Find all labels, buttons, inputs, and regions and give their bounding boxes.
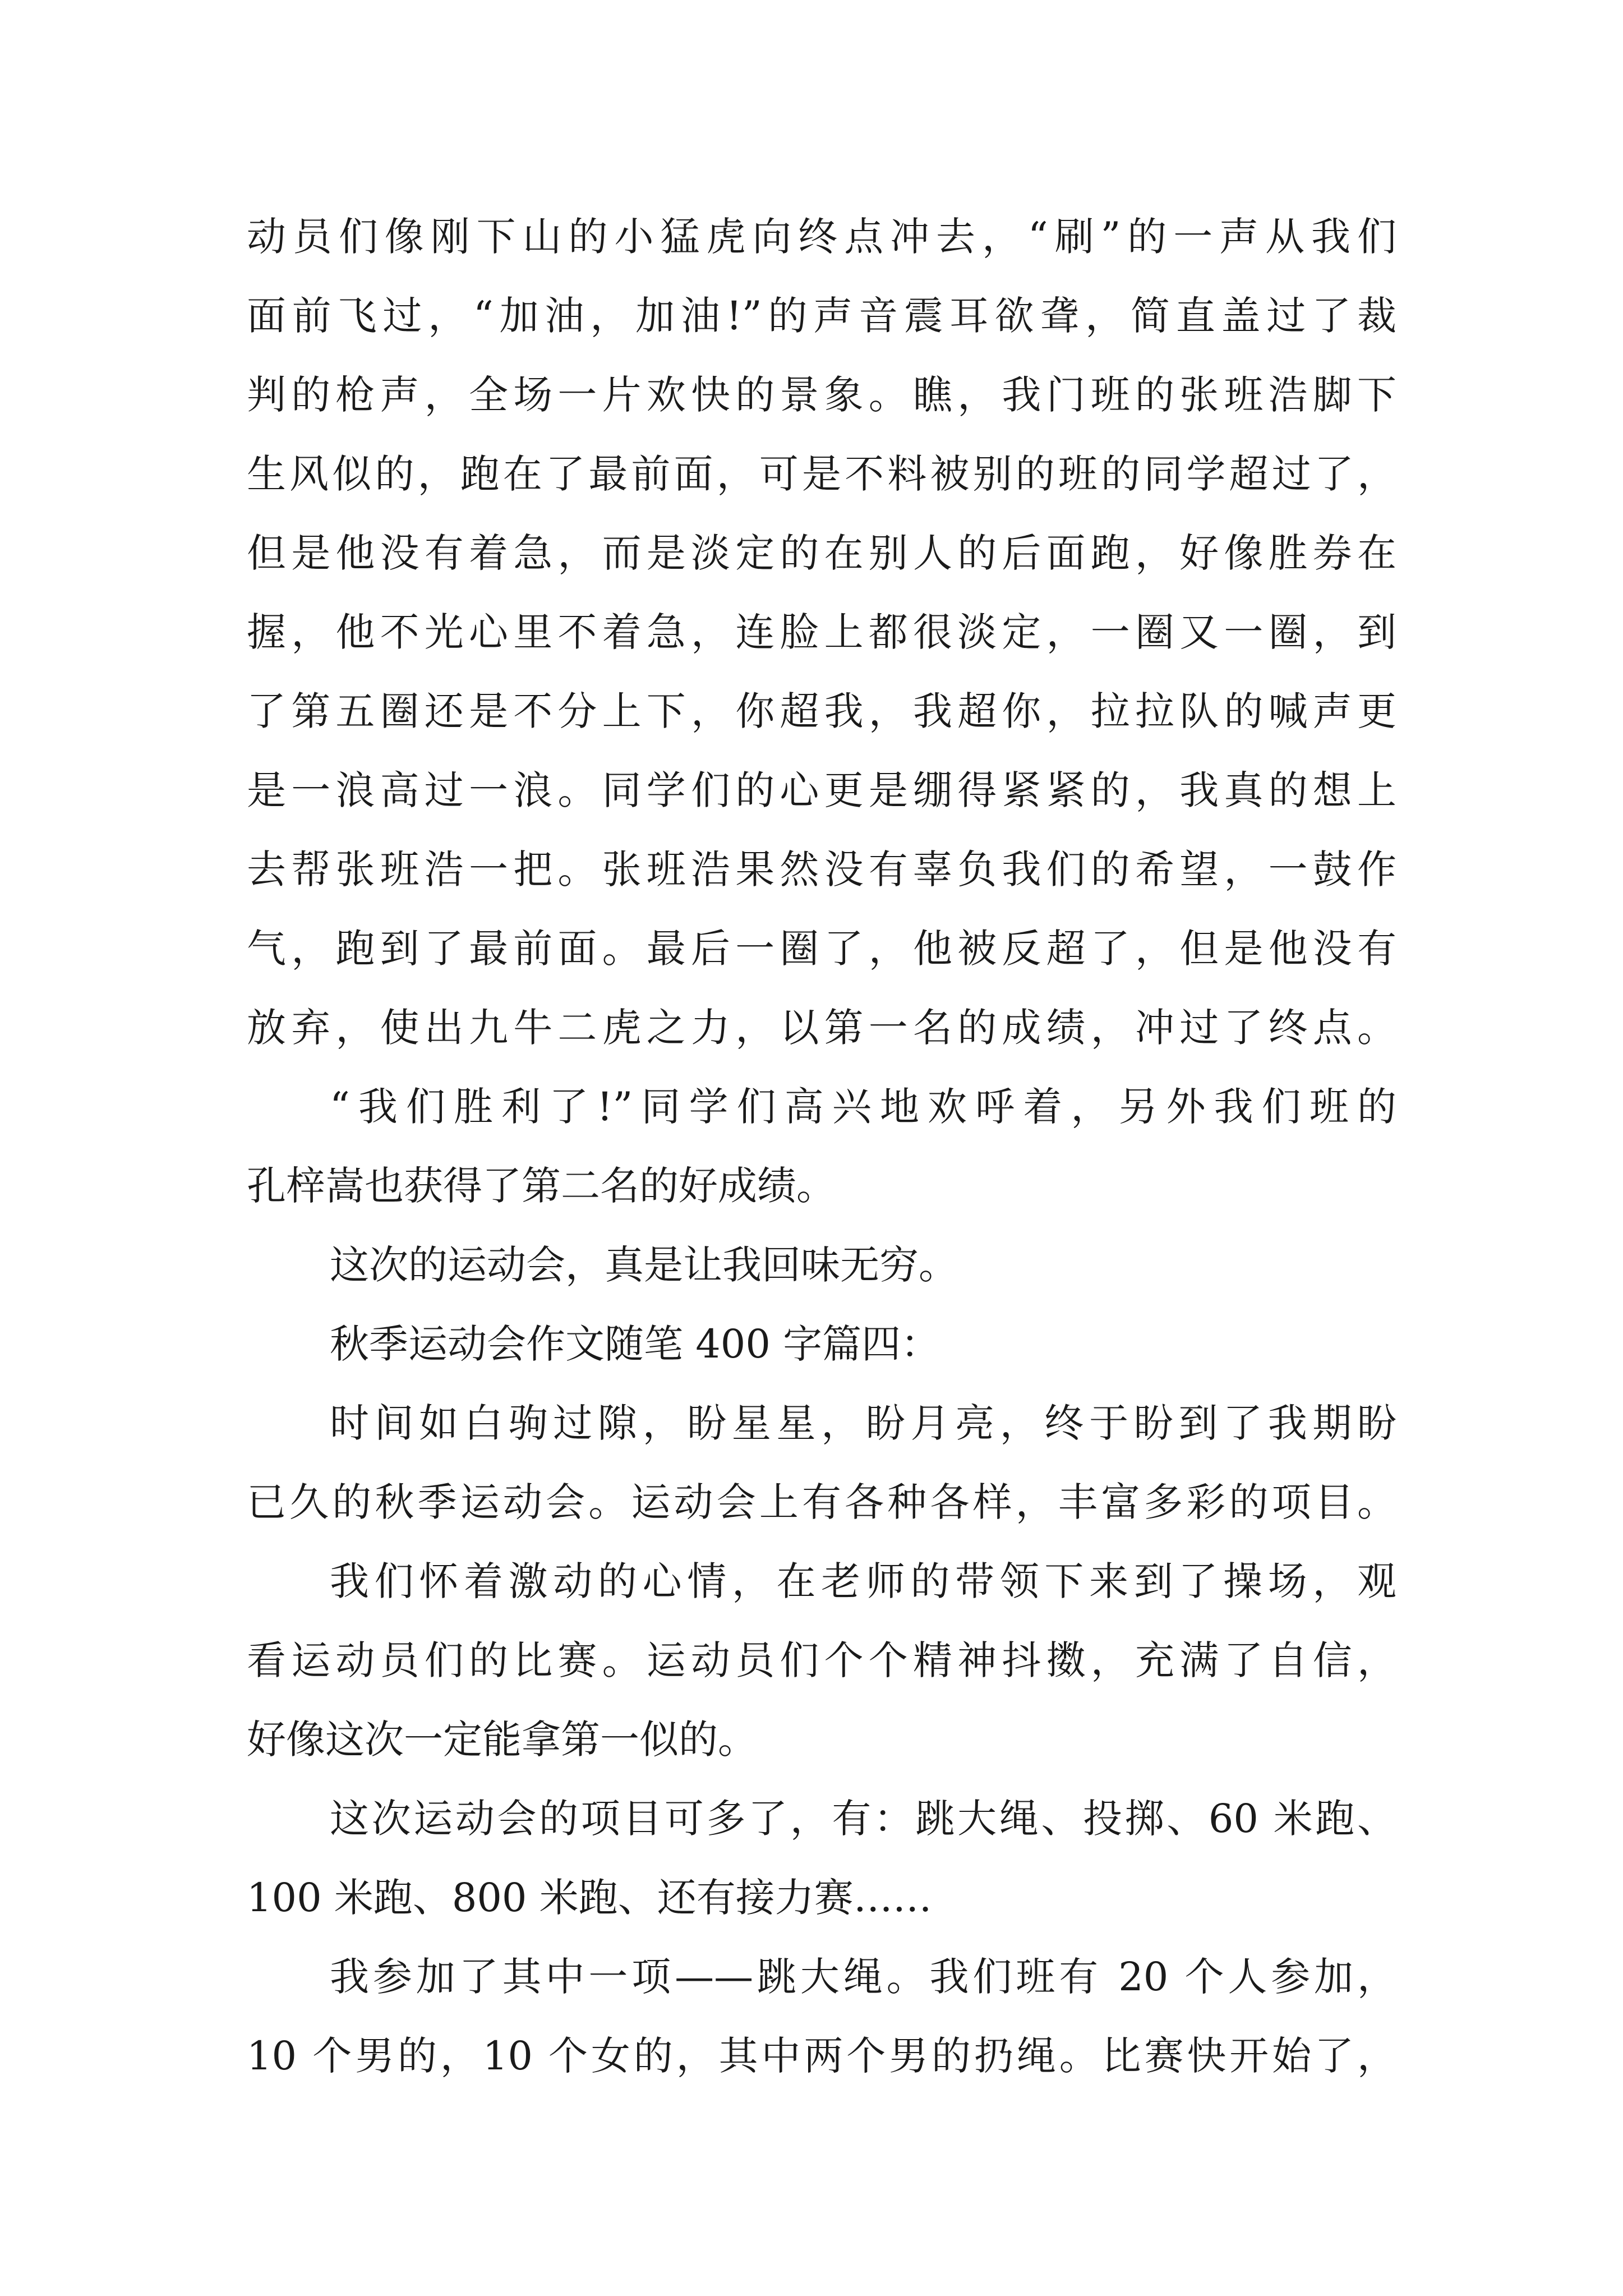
paragraph-start-line: “我们胜利了!”同学们高兴地欢呼着，另外我们班的 <box>330 1084 1396 1130</box>
text-line: 但是他没有着急，而是淡定的在别人的后面跑，好像胜券在 <box>247 530 1396 576</box>
text-line: 放弃，使出九牛二虎之力，以第一名的成绩，冲过了终点。 <box>247 1005 1396 1051</box>
text-line: 气，跑到了最前面。最后一圈了，他被反超了，但是他没有 <box>247 926 1396 972</box>
paragraph-start-line: 这次的运动会，真是让我回味无穷。 <box>330 1242 958 1288</box>
text-line: 握，他不光心里不着急，连脸上都很淡定，一圈又一圈，到 <box>247 609 1396 655</box>
paragraph-start-line: 时间如白驹过隙，盼星星，盼月亮，终于盼到了我期盼 <box>330 1400 1396 1446</box>
text-line: 去帮张班浩一把。张班浩果然没有辜负我们的希望，一鼓作 <box>247 846 1396 892</box>
text-line: 10 个男的，10 个女的，其中两个男的扔绳。比赛快开始了， <box>247 2033 1396 2079</box>
text-line: 是一浪高过一浪。同学们的心更是绷得紧紧的，我真的想上 <box>247 767 1396 813</box>
text-line: 孔梓嵩也获得了第二名的好成绩。 <box>247 1163 836 1209</box>
text-line: 好像这次一定能拿第一似的。 <box>247 1717 757 1763</box>
text-line: 生风似的，跑在了最前面，可是不料被别的班的同学超过了， <box>247 451 1396 497</box>
paragraph-start-line: 我们怀着激动的心情，在老师的带领下来到了操场，观 <box>330 1558 1396 1604</box>
paragraph-start-line: 我参加了其中一项——跳大绳。我们班有 20 个人参加， <box>330 1954 1396 2000</box>
text-line: 判的枪声，全场一片欢快的景象。瞧，我门班的张班浩脚下 <box>247 372 1396 418</box>
text-line: 动员们像刚下山的小猛虎向终点冲去，“刷”的一声从我们 <box>247 214 1396 260</box>
body-text <box>247 197 1396 2096</box>
text-line: 看运动员们的比赛。运动员们个个精神抖擞，充满了自信， <box>247 1637 1396 1683</box>
text-line: 已久的秋季运动会。运动会上有各种各样，丰富多彩的项目。 <box>247 1479 1396 1525</box>
text-line: 100 米跑、800 米跑、还有接力赛…… <box>247 1875 932 1921</box>
paragraph-start-line: 这次运动会的项目可多了，有：跳大绳、投掷、60 米跑、 <box>330 1796 1396 1842</box>
section-heading: 秋季运动会作文随笔 400 字篇四： <box>330 1321 940 1367</box>
text-line: 了第五圈还是不分上下，你超我，我超你，拉拉队的喊声更 <box>247 688 1396 734</box>
text-line: 面前飞过，“加油，加油!”的声音震耳欲聋，简直盖过了裁 <box>247 293 1396 339</box>
